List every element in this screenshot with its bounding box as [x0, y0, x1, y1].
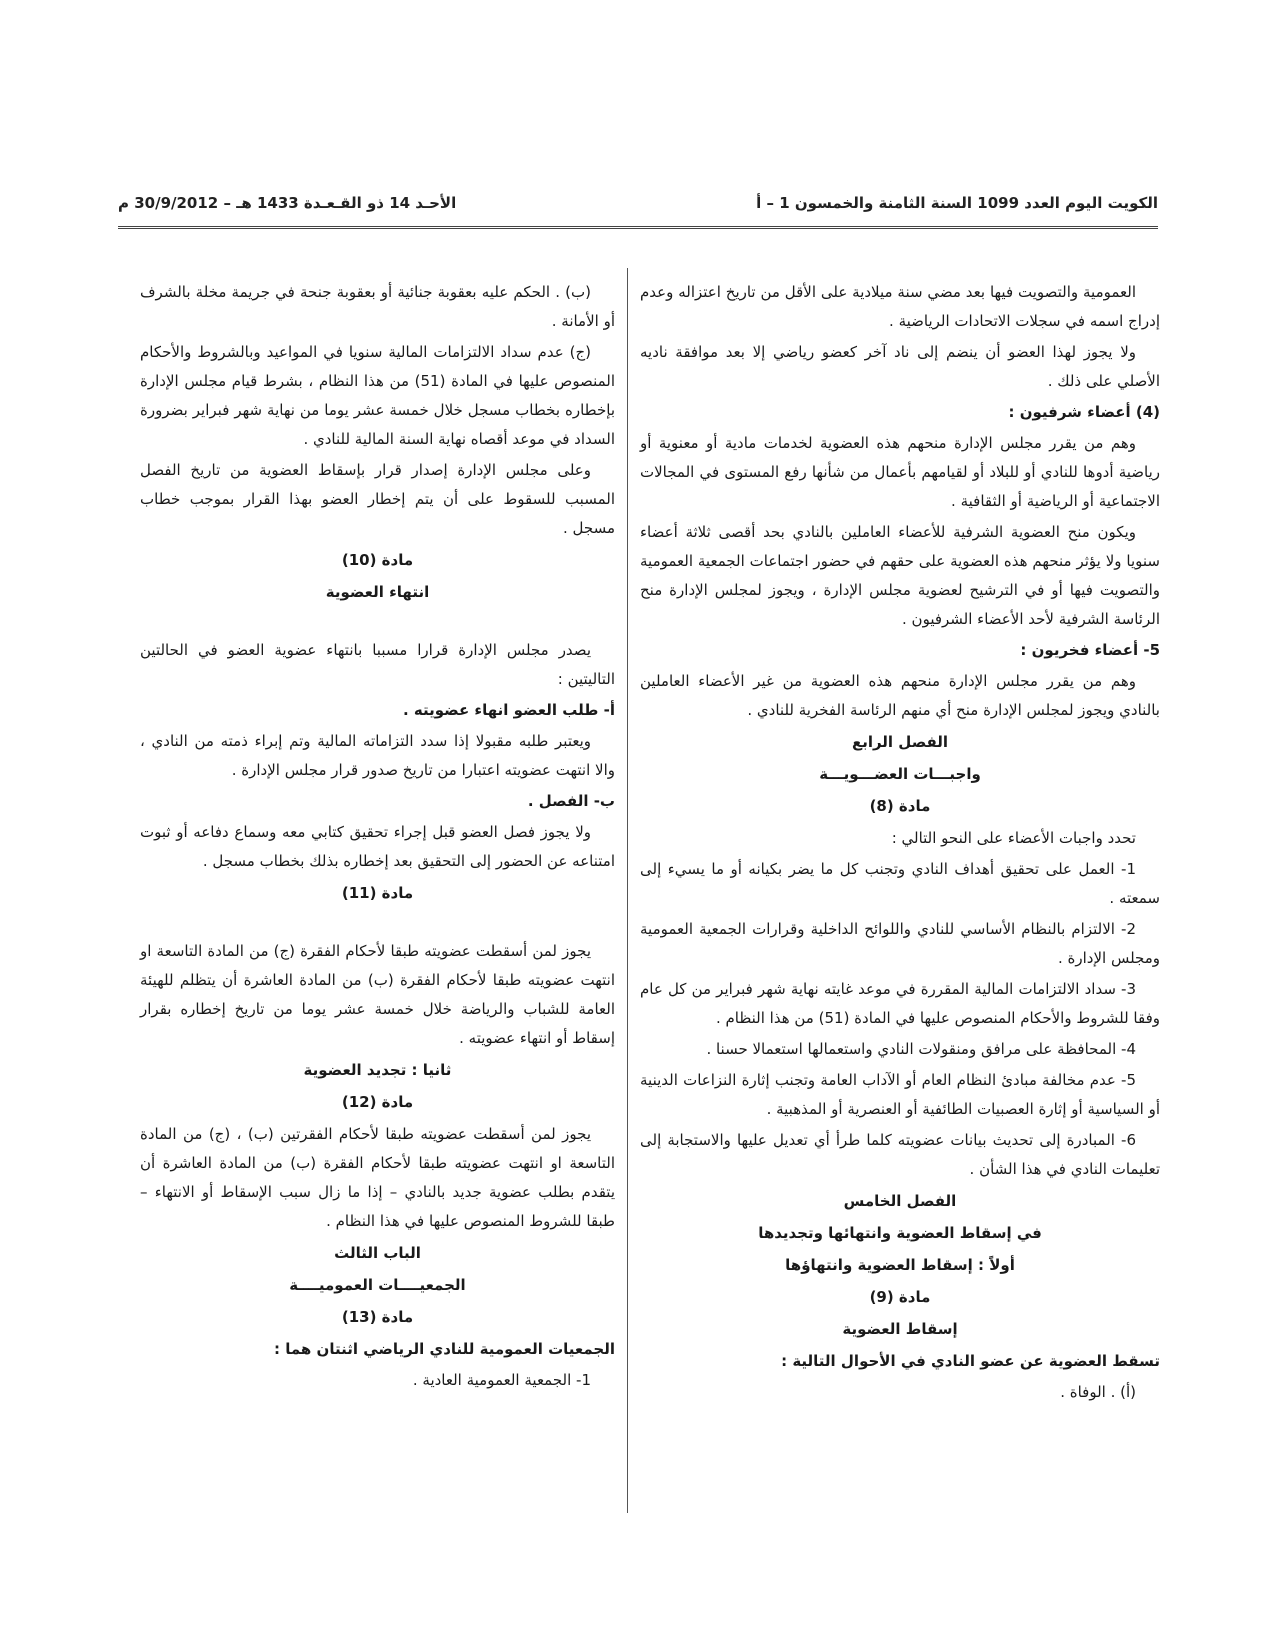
- chapter-title: واجبـــات العضـــويـــة: [819, 765, 981, 783]
- list-item: 4- المحافظة على مرافق ومنقولات النادي واستعمالها استعمالا حسنا .: [706, 1040, 1136, 1058]
- section-heading: تسقط العضوية عن عضو النادي في الأحوال التالية :: [781, 1352, 1160, 1370]
- part-heading: الباب الثالث: [334, 1244, 421, 1262]
- paragraph: ولا يجوز فصل العضو قبل إجراء تحقيق كتابي معه وسماع دفاعه أو ثبوت امتناعه عن الحضور إلى التحقيق بعد إخطاره بذلك بخطاب مسجل .: [140, 823, 615, 870]
- header-rule: [118, 226, 1158, 229]
- paragraph: ولا يجوز لهذا العضو أن ينضم إلى ناد آخر كعضو رياضي إلا بعد موافقة ناديه الأصلي على ذلك .: [640, 343, 1160, 390]
- left-column: [140, 278, 615, 1397]
- part-title: الجمعيــــات العموميــــة: [289, 1276, 466, 1294]
- paragraph: يجوز لمن أسقطت عضويته طبقا لأحكام الفقرتين (ب) ، (ج) من المادة التاسعة او انتهت عضويته طبقا لأحكام الفقرة (ب) من المادة العاشرة أن يتقدم بطلب عضوية جديد بالنادي – إذا ما زال سبب الإسقاط أو الانتهاء – طبقا للشروط المنصوص عليها في هذا النظام .: [140, 1125, 615, 1230]
- header-issue-info: الكويت اليوم العدد 1099 السنة الثامنة والخمسون 1 – أ: [756, 194, 1158, 212]
- article-heading: مادة (10): [341, 551, 414, 569]
- paragraph: ويكون منح العضوية الشرفية للأعضاء العاملين بالنادي بحد أقصى ثلاثة أعضاء سنويا ولا يؤثر منحهم هذه العضوية على حقهم في حضور اجتماعات الجمعية العمومية والتصويت فيها أو في الترشيح لعضوية مجلس الإدارة ، ويجوز لمجلس الإدارة منح الرئاسة الشرفية لأحد الأعضاء الشرفيون .: [640, 523, 1160, 628]
- article-title: إسقاط العضوية: [842, 1320, 958, 1338]
- article-heading: مادة (11): [341, 884, 414, 902]
- article-heading: مادة (13): [341, 1308, 414, 1326]
- page-header: [118, 188, 1158, 218]
- list-item: 1- الجمعية العمومية العادية .: [412, 1371, 591, 1389]
- right-column: [640, 278, 1160, 1409]
- header-date: الأحـد 14 ذو القـعـدة 1433 هـ – 30/9/2012 م: [118, 194, 457, 212]
- section-heading: ب- الفصل .: [527, 792, 615, 810]
- article-title: انتهاء العضوية: [325, 583, 430, 601]
- article-heading: مادة (8): [869, 797, 931, 815]
- list-item: 2- الالتزام بالنظام الأساسي للنادي واللوائح الداخلية وقرارات الجمعية العمومية ومجلس الإدارة .: [640, 920, 1160, 967]
- paragraph: وهم من يقرر مجلس الإدارة منحهم هذه العضوية من غير الأعضاء العاملين بالنادي ويجوز لمجلس الإدارة منح أي منهم الرئاسة الفخرية للنادي .: [640, 672, 1160, 719]
- paragraph: العمومية والتصويت فيها بعد مضي سنة ميلادية على الأقل من تاريخ اعتزاله وعدم إدراج اسمه في سجلات الاتحادات الرياضية .: [640, 283, 1160, 330]
- column-divider: [627, 268, 628, 1513]
- section-heading: أولاً : إسقاط العضوية وانتهاؤها: [785, 1256, 1015, 1274]
- chapter-heading: الفصل الخامس: [843, 1192, 957, 1210]
- list-item: 1- العمل على تحقيق أهداف النادي وتجنب كل ما يضر بكيانه أو ما يسيء إلى سمعته .: [640, 860, 1160, 907]
- spacer: [140, 610, 615, 636]
- chapter-heading: الفصل الرابع: [851, 733, 949, 751]
- list-item: 3- سداد الالتزامات المالية المقررة في موعد غايته نهاية شهر فبراير من كل عام وفقا للشروط والأحكام المنصوص عليها في المادة (51) من هذا النظام .: [640, 980, 1160, 1027]
- spacer: [140, 911, 615, 937]
- list-item: (أ) . الوفاة .: [1060, 1383, 1136, 1401]
- paragraph: ويعتبر طلبه مقبولا إذا سدد التزاماته المالية وتم إبراء ذمته من النادي ، والا انتهت عضويته اعتبارا من تاريخ صدور قرار مجلس الإدارة .: [140, 732, 615, 779]
- list-item: 6- المبادرة إلى تحديث بيانات عضويته كلما طرأ أي تعديل عليها والاستجابة إلى تعليمات النادي في هذا الشأن .: [640, 1131, 1160, 1178]
- article-heading: مادة (12): [341, 1093, 414, 1111]
- paragraph: تحدد واجبات الأعضاء على النحو التالي :: [891, 829, 1136, 847]
- paragraph: يجوز لمن أسقطت عضويته طبقا لأحكام الفقرة (ج) من المادة التاسعة او انتهت عضويته طبقا لأحكام الفقرة (ب) من المادة العاشرة أن يتظلم للهيئة العامة للشباب والرياضة خلال خمسة عشر يوما من تاريخ إخطاره بقرار إسقاط أو انتهاء عضويته .: [140, 942, 615, 1047]
- section-heading: (4) أعضاء شرفيون :: [1008, 403, 1160, 421]
- paragraph: (ب) . الحكم عليه بعقوبة جنائية أو بعقوبة جنحة في جريمة مخلة بالشرف أو الأمانة .: [140, 283, 615, 330]
- list-item: 5- عدم مخالفة مبادئ النظام العام أو الآداب العامة وتجنب إثارة النزاعات الدينية أو السياسية أو إثارة العصبيات الطائفية أو العنصرية أو المذهبية .: [640, 1071, 1160, 1118]
- section-heading: الجمعيات العمومية للنادي الرياضي اثنتان هما :: [273, 1340, 615, 1358]
- section-heading: أ- طلب العضو انهاء عضويته .: [403, 701, 615, 719]
- article-heading: مادة (9): [869, 1288, 931, 1306]
- paragraph: يصدر مجلس الإدارة قرارا مسببا بانتهاء عضوية العضو في الحالتين التاليتين :: [140, 641, 615, 688]
- paragraph: وهم من يقرر مجلس الإدارة منحهم هذه العضوية لخدمات مادية أو معنوية أو رياضية أدوها للنادي أو للبلاد أو لقيامهم بأعمال من شأنها رفع المستوى في المجالات الاجتماعية أو الرياضية أو الثقافية .: [640, 434, 1160, 510]
- section-heading: 5- أعضاء فخريون :: [1020, 641, 1160, 659]
- section-heading: ثانيا : تجديد العضوية: [303, 1061, 452, 1079]
- paragraph: وعلى مجلس الإدارة إصدار قرار بإسقاط العضوية من تاريخ الفصل المسبب للسقوط على أن يتم إخطار العضو بهذا القرار بموجب خطاب مسجل .: [140, 461, 615, 537]
- paragraph: (ج) عدم سداد الالتزامات المالية سنويا في المواعيد وبالشروط والأحكام المنصوص عليها في المادة (51) من هذا النظام ، بشرط قيام مجلس الإدارة بإخطاره بخطاب مسجل خلال خمسة عشر يوما من نهاية شهر فبراير بضرورة السداد في موعد أقصاه نهاية السنة المالية للنادي .: [140, 343, 616, 448]
- chapter-title: في إسقاط العضوية وانتهائها وتجديدها: [758, 1224, 1042, 1242]
